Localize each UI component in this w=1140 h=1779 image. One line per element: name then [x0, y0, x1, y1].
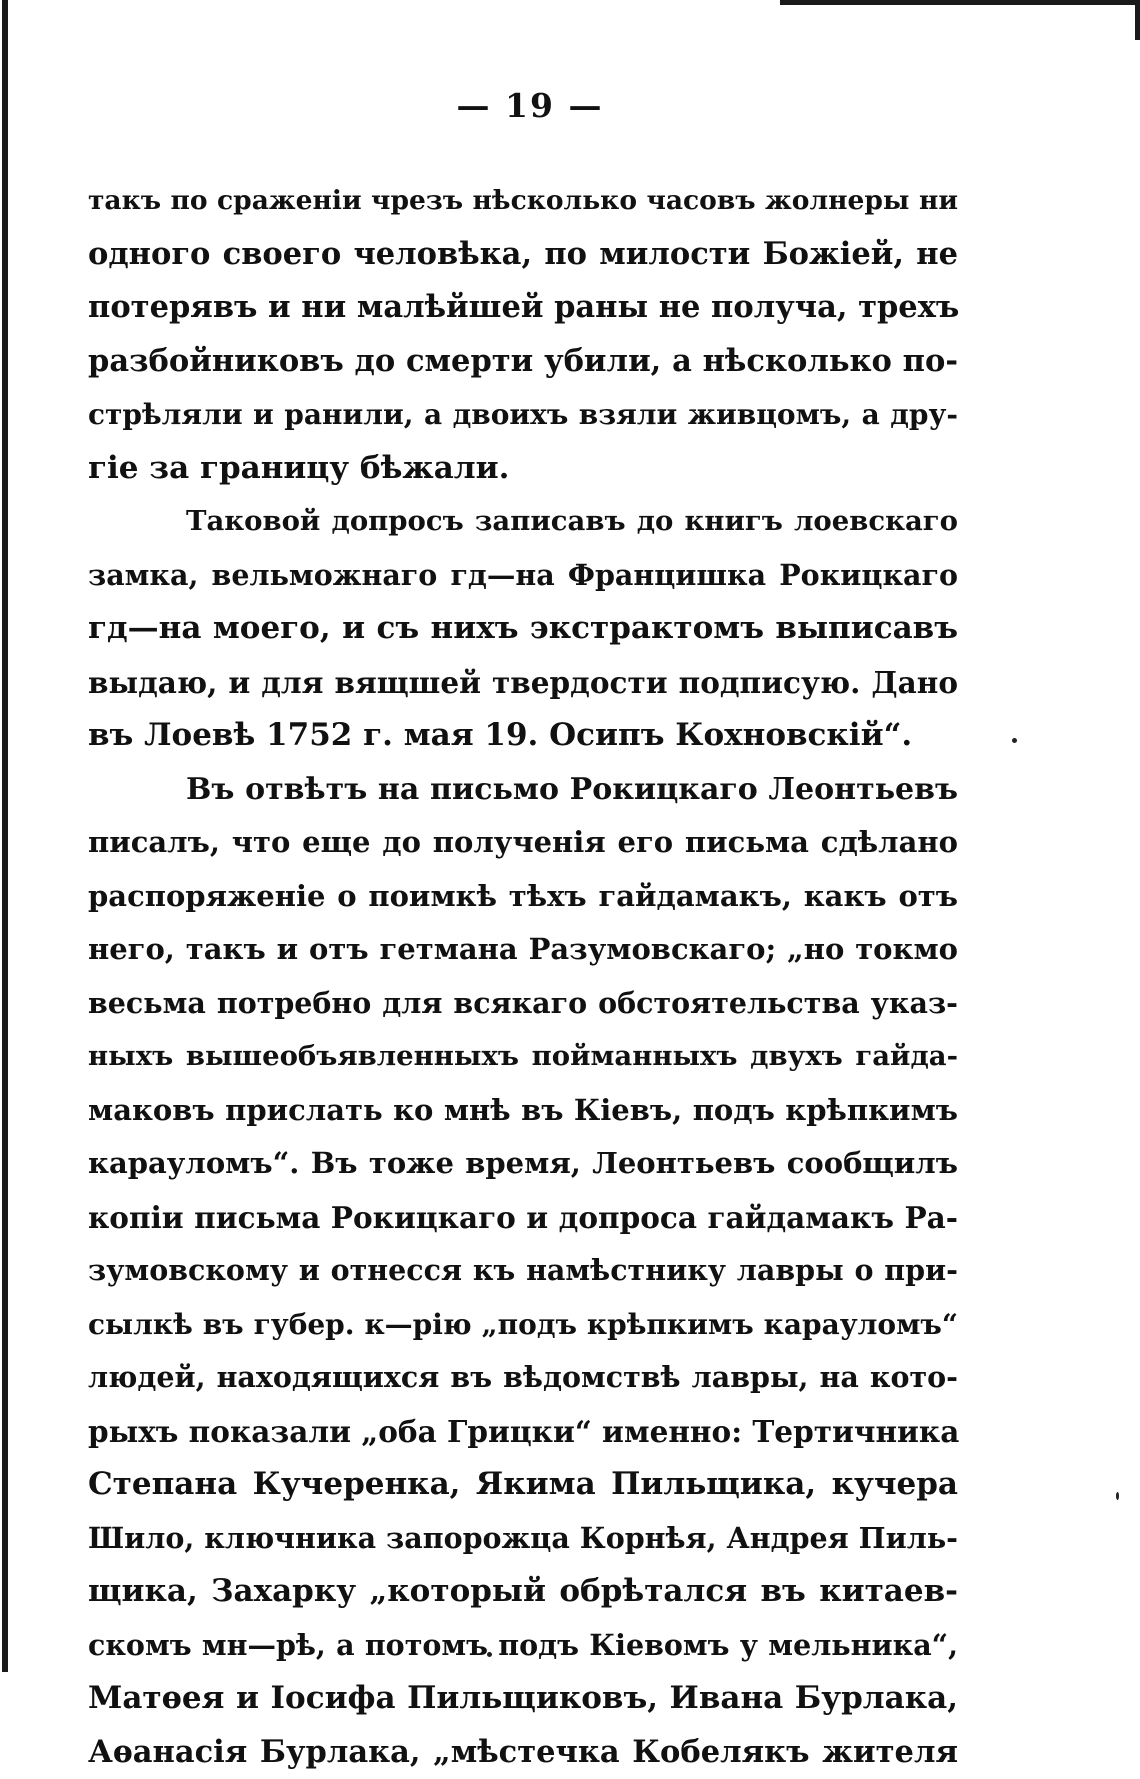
text-line: весьма потребно для всякаго обстоятельства указ- [88, 977, 958, 1031]
text-line: выдаю, и для вящшей твердости подписую. Дано [88, 656, 958, 710]
text-line: Таковой допросъ записавъ до книгъ лоевскаго [88, 495, 958, 549]
scan-speck [1116, 1492, 1119, 1500]
text-line: Аѳанасія Бурлака, „мѣстечка Кобелякъ жителя [88, 1726, 958, 1779]
text-line: скомъ мн—рѣ, а потомъ подъ Кіевомъ у мельника“, [88, 1619, 958, 1673]
scan-right-edge [1135, 0, 1140, 40]
text-line: одного своего человѣка, по милости Божіей, не [88, 228, 958, 282]
text-line: карауломъ“. Въ тоже время, Леонтьевъ сообщилъ [88, 1137, 958, 1191]
text-line: щика, Захарку „который обрѣтался въ китаев- [88, 1565, 958, 1619]
text-line: рыхъ показали „оба Грицки“ именно: Тертичника [88, 1405, 958, 1459]
text-line: маковъ прислать ко мнѣ въ Кіевъ, подъ крѣпкимъ [88, 1084, 958, 1138]
scan-top-edge [780, 0, 1140, 5]
text-line: людей, находящихся въ вѣдомствѣ лавры, на кото- [88, 1351, 958, 1405]
text-line: писалъ, что еще до полученія его письма сдѣлано [88, 816, 958, 870]
text-line: потерявъ и ни малѣйшей раны не получа, трехъ [88, 281, 958, 335]
text-line: гд—на моего, и съ нихъ экстрактомъ выписавъ [88, 602, 958, 656]
text-line: Степана Кучеренка, Якима Пильщика, кучера [88, 1458, 958, 1512]
text-line: Въ отвѣтъ на письмо Рокицкаго Леонтьевъ [88, 763, 958, 817]
text-line: разбойниковъ до смерти убили, а нѣсколько по- [88, 335, 958, 389]
text-line: ныхъ вышеобъявленныхъ пойманныхъ двухъ гайда- [88, 1030, 958, 1084]
text-line: стрѣляли и ранили, а двоихъ взяли живцомъ, а дру- [88, 388, 958, 442]
text-line: него, такъ и отъ гетмана Разумовскаго; „но токмо [88, 923, 958, 977]
text-line: замка, вельможнаго гд—на Францишка Рокицкаго [88, 549, 958, 603]
text-line: Матѳея и Іосифа Пильщиковъ, Ивана Бурлака, [88, 1672, 958, 1726]
page-body-text [88, 174, 958, 1779]
text-line: такъ по сраженіи чрезъ нѣсколько часовъ жолнеры ни [88, 174, 958, 228]
text-line: копіи письма Рокицкаго и допроса гайдамакъ Ра- [88, 1191, 958, 1245]
scan-speck [1012, 738, 1017, 743]
text-line: Шило, ключника запорожца Корнѣя, Андрея Пиль- [88, 1512, 958, 1566]
text-line: сылкѣ въ губер. к—рію „подъ крѣпкимъ карауломъ“ [88, 1298, 958, 1352]
page-number: — 19 — [0, 86, 1060, 125]
text-line: зумовскому и отнесся къ намѣстнику лавры о при- [88, 1244, 958, 1298]
text-line: въ Лоевѣ 1752 г. мая 19. Осипъ Кохновскій“. [88, 709, 958, 763]
text-line: гіе за границу бѣжали. [88, 442, 958, 496]
scan-left-edge [2, 0, 8, 1672]
text-line: распоряженіе о поимкѣ тѣхъ гайдамакъ, какъ отъ [88, 870, 958, 924]
